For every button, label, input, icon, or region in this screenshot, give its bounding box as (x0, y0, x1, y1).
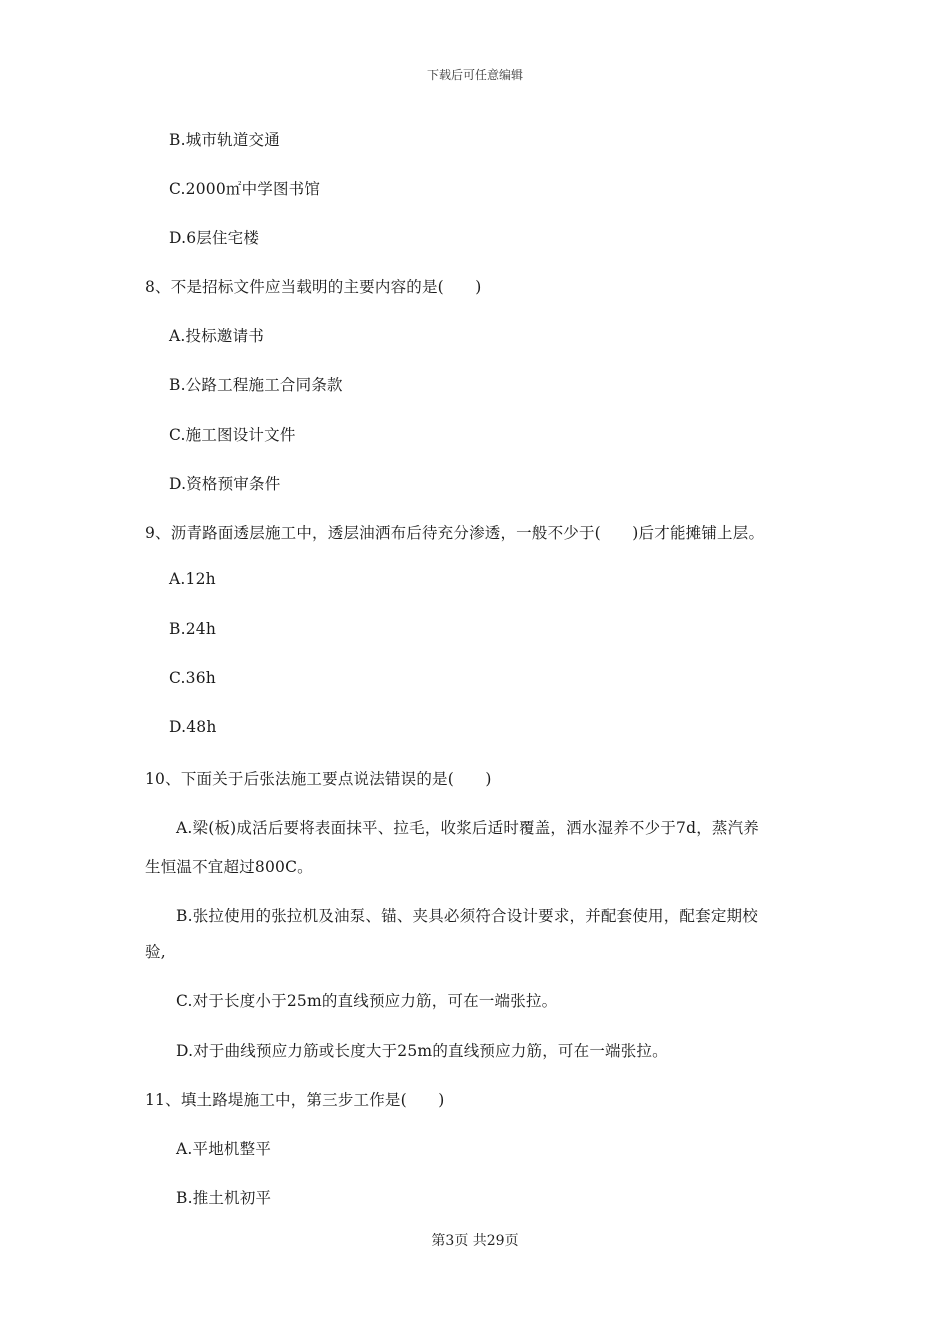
q11-option-b: B.推土机初平 (176, 1189, 272, 1207)
q9-option-d: D.48h (169, 718, 217, 736)
q8-option-d: D.资格预审条件 (169, 475, 281, 493)
q9-option-a: A.12h (169, 570, 216, 588)
q7-option-b: B.城市轨道交通 (169, 131, 280, 149)
q10-option-c: C.对于长度小于25m的直线预应力筋，可在一端张拉。 (176, 992, 558, 1010)
q10-option-d: D.对于曲线预应力筋或长度大于25m的直线预应力筋，可在一端张拉。 (176, 1042, 668, 1060)
q7-option-c: C.2000㎡中学图书馆 (169, 180, 321, 198)
q9-option-b: B.24h (169, 620, 217, 638)
q10-option-b-continuation: 验, (145, 943, 166, 961)
page-footer: 第3页 共29页 (431, 1233, 519, 1249)
q8-option-c: C.施工图设计文件 (169, 426, 296, 444)
q10-option-a-continuation: 生恒温不宜超过800C。 (145, 858, 313, 876)
q7-option-d: D.6层住宅楼 (169, 229, 260, 247)
q10-option-b: B.张拉使用的张拉机及油泵、锚、夹具必须符合设计要求，并配套使用，配套定期校 (176, 907, 758, 925)
q11-stem: 11、填土路堤施工中，第三步工作是( ) (145, 1091, 445, 1109)
q8-option-b: B.公路工程施工合同条款 (169, 376, 343, 394)
page-header: 下载后可任意编辑 (426, 68, 523, 82)
q9-option-c: C.36h (169, 669, 216, 687)
q8-stem: 8、不是招标文件应当载明的主要内容的是( ) (145, 278, 482, 296)
q10-option-a: A.梁(板)成活后要将表面抹平、拉毛，收浆后适时覆盖，洒水湿养不少于7d，蒸汽养 (176, 819, 760, 837)
q11-option-a: A.平地机整平 (176, 1140, 272, 1158)
q9-stem: 9、沥青路面透层施工中，透层油洒布后待充分渗透，一般不少于( )后才能摊铺上层。 (145, 524, 765, 542)
q10-stem: 10、下面关于后张法施工要点说法错误的是( ) (145, 770, 492, 788)
q8-option-a: A.投标邀请书 (169, 327, 265, 345)
